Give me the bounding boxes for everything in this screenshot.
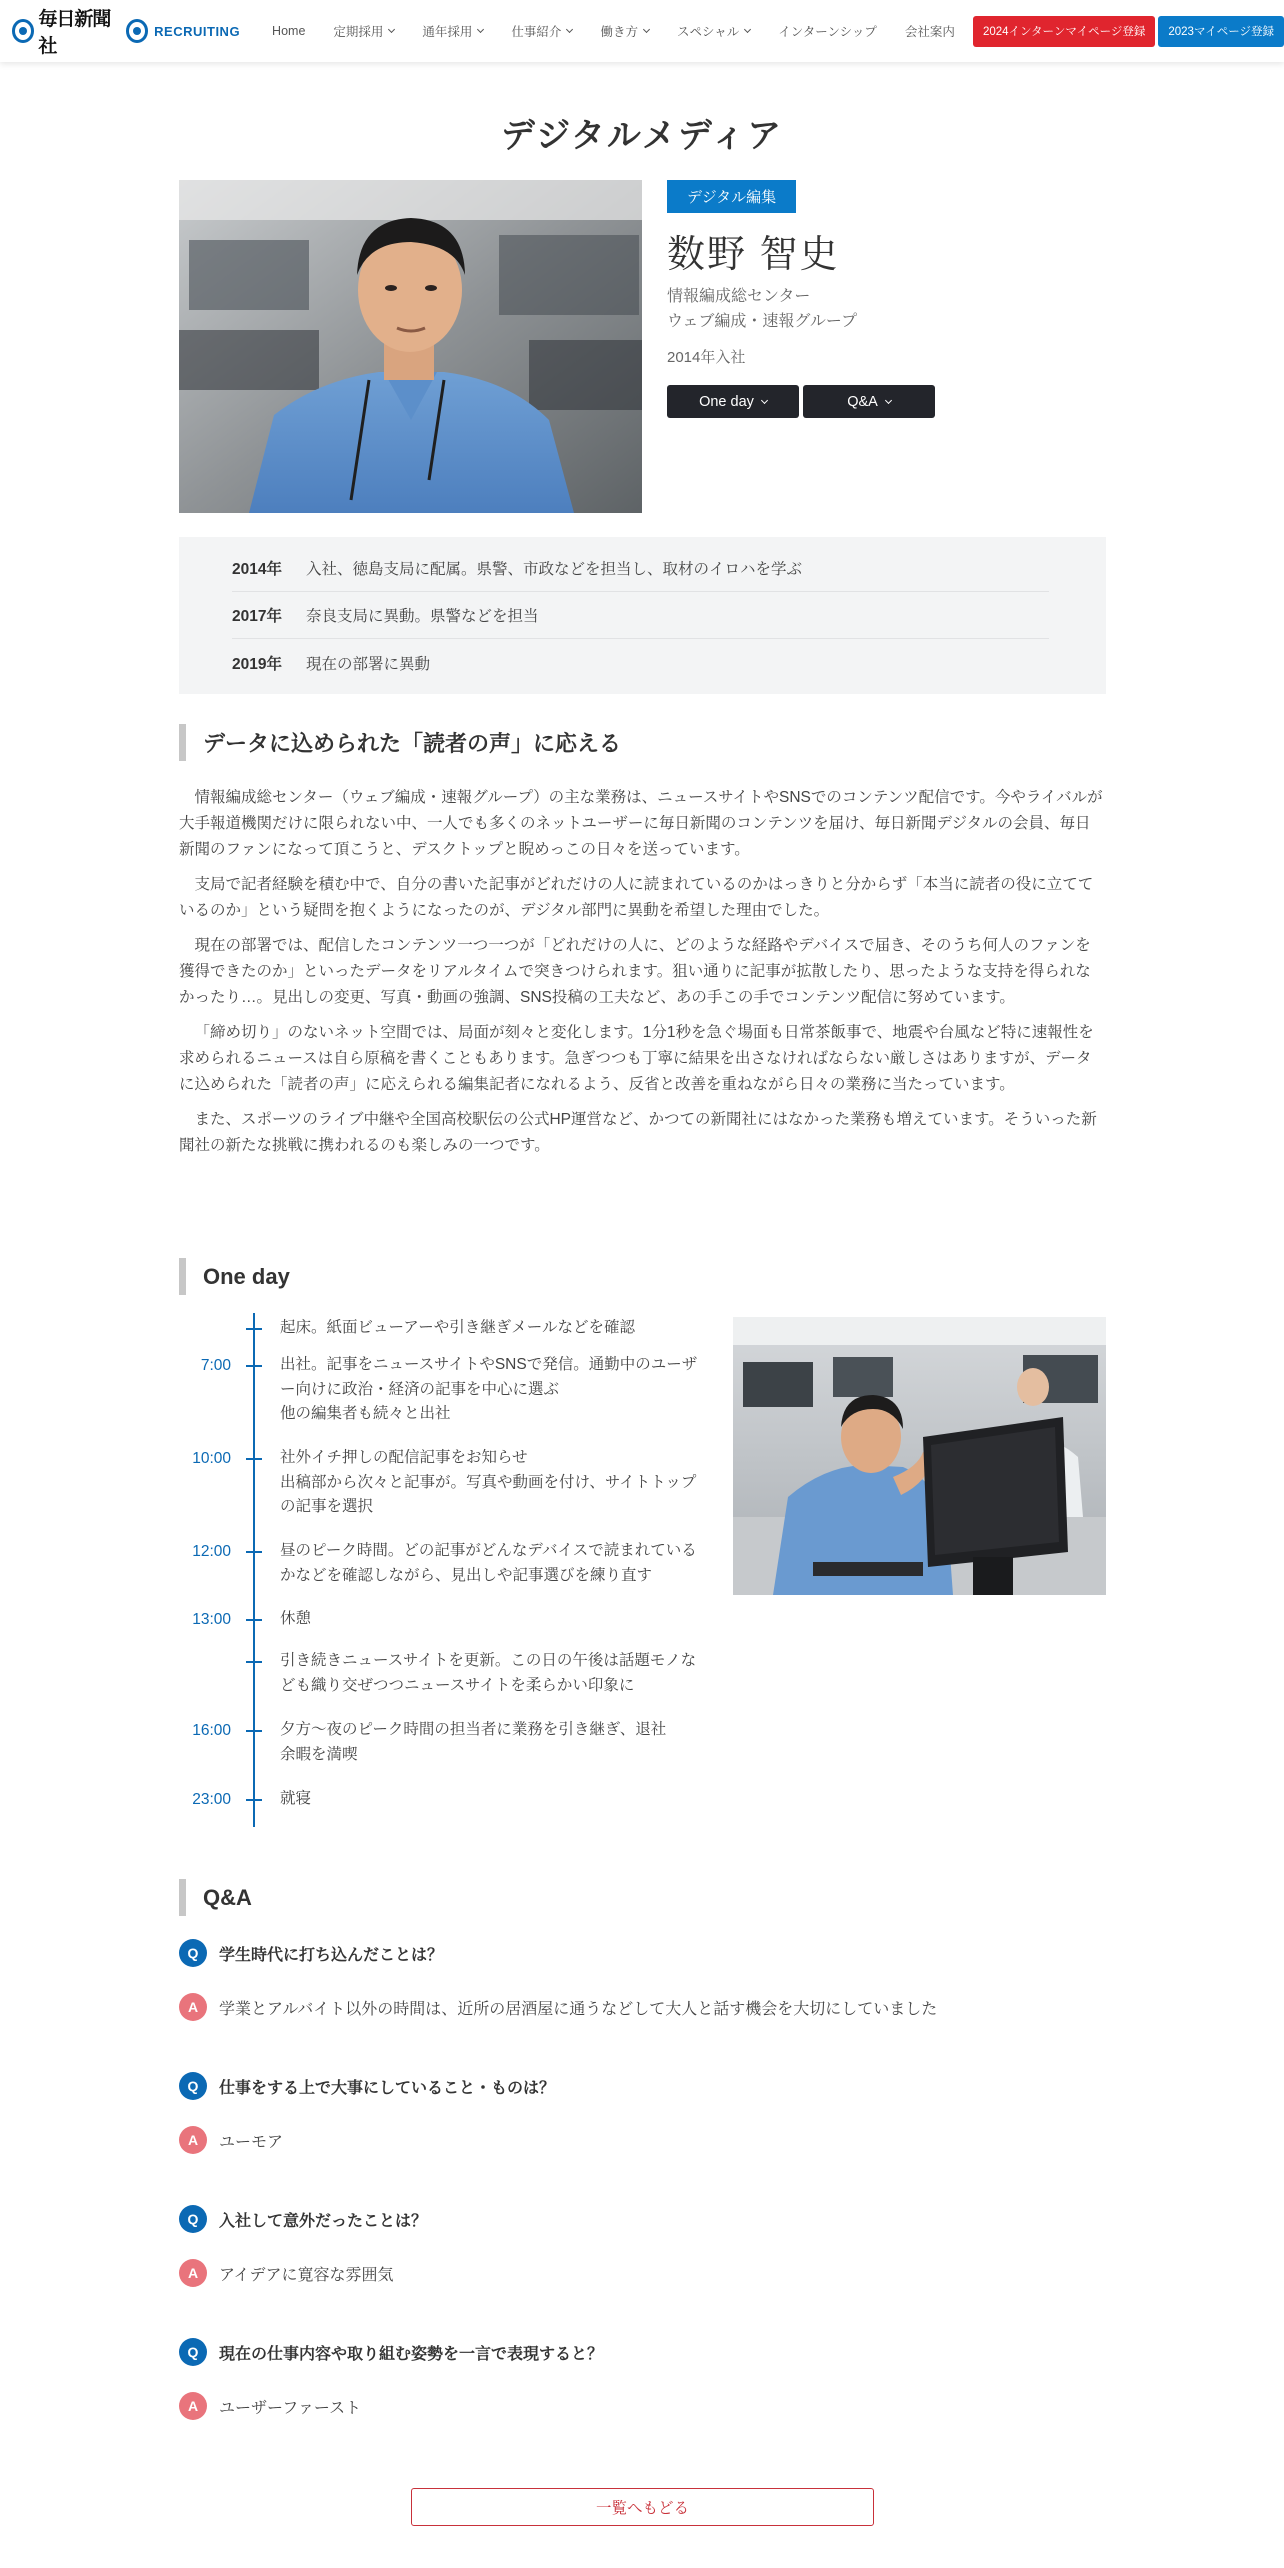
timeline-text: 引き続きニュースサイトを更新。この日の午後は話題モノなども織り交ぜつつニュースサイトを柔らかい印象に: [280, 1652, 697, 1694]
timeline-tick: [246, 1458, 262, 1460]
answer-text: 学業とアルバイト以外の時間は、近所の居酒屋に通うなどして大人と話す機会を大切にしていました: [219, 2000, 938, 2018]
career-history: [179, 537, 1106, 694]
timeline-text: 昼のピーク時間。どの記事がどんなデバイスで読まれているかなどを確認しながら、見出しや記事選びを練り直す: [280, 1542, 697, 1584]
timeline-tick: [246, 1365, 262, 1367]
timeline-tick: [246, 1799, 262, 1801]
essay-paragraph: 「締め切り」のないネット空間では、局面が刻々と変化します。1分1秒を急ぐ場面も日常茶飯事で、地震や台風など特に速報性を求められるニュースは自ら原稿を書くこともあります。急ぎつつも丁寧に結果を出さなければならない厳しさはありますが、データに込められた「読者の声」に応えられる編集記者になれるよう、反省と改善を重ねながら日々の業務に当たっています。: [179, 1024, 1094, 1093]
history-year: 2019年: [232, 655, 282, 673]
nav-home[interactable]: Home: [272, 24, 306, 38]
question-badge: Q: [179, 2072, 207, 2100]
essay-paragraph: また、スポーツのライブ中継や全国高校駅伝の公式HP運営など、かつての新聞社にはなかった業務も増えています。そういった新聞社の新たな挑戦に携われるのも楽しみの一つです。: [179, 1111, 1097, 1154]
nav-special[interactable]: スペシャル: [663, 22, 764, 40]
profile-photo: [179, 180, 642, 513]
answer-row: [179, 1991, 1106, 2023]
question-row: [179, 2203, 1106, 2235]
question-text: 現在の仕事内容や取り組む姿勢を一言で表現すると？: [219, 2345, 604, 2363]
question-text: 入社して意外だったことは？: [219, 2212, 428, 2230]
qa-heading: Q&A: [179, 1879, 252, 1916]
nav-job-intro[interactable]: 仕事紹介: [497, 22, 586, 40]
chevron-down-icon: [761, 396, 768, 403]
essay-heading: データに込められた「読者の声」に応える: [179, 724, 621, 761]
chevron-down-icon: [388, 26, 395, 33]
person-department: [667, 284, 1107, 334]
mypage-2023-button[interactable]: 2023マイページ登録: [1158, 16, 1284, 47]
history-row: [232, 592, 1049, 639]
oneday-anchor-button[interactable]: One day: [667, 385, 799, 418]
timeline-tick: [246, 1730, 262, 1732]
chevron-down-icon: [566, 26, 573, 33]
nav-work-style[interactable]: 働き方: [586, 22, 663, 40]
chevron-down-icon: [477, 26, 484, 33]
oneday-heading: One day: [179, 1258, 290, 1295]
timeline-text: 出社。記事をニュースサイトやSNSで発信。通勤中のユーザー向けに政治・経済の記事を中心に選ぶ 他の編集者も続々と出社: [280, 1356, 698, 1422]
answer-badge: A: [179, 1993, 207, 2021]
answer-text: アイデアに寛容な雰囲気: [219, 2266, 394, 2284]
history-row: [232, 639, 1049, 686]
timeline-text: 休憩: [280, 1610, 312, 1627]
qa-anchor-button[interactable]: Q&A: [803, 385, 935, 418]
recruiting-label: RECRUITING: [154, 23, 241, 39]
timeline-time: 23:00: [192, 1791, 231, 1808]
answer-text: ユーモア: [219, 2133, 284, 2151]
anchor-buttons: [667, 385, 1107, 418]
question-text: 仕事をする上で大事にしていること・ものは？: [219, 2079, 556, 2097]
timeline-tick: [246, 1551, 262, 1553]
essay-paragraph: 支局で記者経験を積む中で、自分の書いた記事がどれだけの人に読まれているのかはっきりと分からず「本当に読者の役に立てているのか」という疑問を抱くようになったのが、デジタル部門に異動を希望した理由でした。: [179, 876, 1094, 919]
history-text: 現在の部署に異動: [306, 655, 431, 673]
mainichi-logo-icon: [12, 19, 34, 43]
timeline-text: 夕方～夜のピーク時間の担当者に業務を引き継ぎ、退社 余暇を満喫: [280, 1721, 667, 1763]
answer-row: [179, 2257, 1106, 2289]
history-row: [232, 545, 1049, 592]
question-row: [179, 2336, 1106, 2368]
answer-badge: A: [179, 2392, 207, 2420]
history-text: 奈良支局に異動。県警などを担当: [306, 608, 539, 625]
answer-row: [179, 2390, 1106, 2422]
timeline-tick: [246, 1661, 262, 1663]
site-header: [0, 0, 1284, 62]
timeline-text: 就寝: [280, 1790, 312, 1807]
question-row: [179, 1937, 1106, 1969]
join-year: 2014年入社: [667, 349, 746, 366]
timeline-time: 16:00: [192, 1722, 231, 1739]
timeline-text: 社外イチ押しの配信記事をお知らせ 出稿部から次々と記事が。写真や動画を付け、サイトトップの記事を選択: [280, 1449, 697, 1515]
question-badge: Q: [179, 1939, 207, 1967]
essay-body: [179, 785, 1106, 1168]
essay-paragraph: 現在の部署では、配信したコンテンツ一つ一つが「どれだけの人に、どのような経路やデバイスで届き、そのうち何人のファンを獲得できたのか」といったデータをリアルタイムで突きつけられます。狙い通りに記事が拡散したり、思ったような支持を得られなかったり…。見出しの変更、写真・動画の強調、SNS投稿の工夫など、あの手この手でコンテンツ配信に努めています。: [179, 937, 1091, 1006]
logo[interactable]: [12, 4, 240, 58]
main-nav: [258, 22, 969, 40]
back-to-list-button[interactable]: 一覧へもどる: [411, 2488, 874, 2526]
qa-item: [179, 1937, 1106, 2023]
timeline-text: 起床。紙面ビューアーや引き継ぎメールなどを確認: [280, 1319, 635, 1336]
person-name: 数野 智史: [667, 234, 840, 276]
history-year: 2014年: [232, 561, 282, 578]
timeline-time: 12:00: [192, 1543, 231, 1560]
timeline-time: 7:00: [200, 1357, 231, 1374]
brand-name: 毎日新聞社: [38, 8, 111, 57]
question-text: 学生時代に打ち込んだことは？: [219, 1946, 444, 1964]
timeline-time: 13:00: [192, 1611, 231, 1628]
qa-item: [179, 2336, 1106, 2422]
essay-paragraph: 情報編成総センター（ウェブ編成・速報グループ）の主な業務は、ニュースサイトやSNSでのコンテンツ配信です。今やライバルが大手報道機関だけに限られない中、一人でも多くのネットユーザーに毎日新聞のコンテンツを届け、毎日新聞デジタルの会員、毎日新聞のファンになって頂こうと、デスクトップと睨めっこの日々を送っています。: [179, 789, 1103, 858]
question-row: [179, 2070, 1106, 2102]
answer-text: ユーザーファースト: [219, 2399, 362, 2417]
profile-info: [667, 180, 1107, 418]
chevron-down-icon: [885, 396, 892, 403]
nav-company[interactable]: 会社案内: [904, 25, 955, 39]
department-badge: デジタル編集: [667, 180, 796, 213]
answer-row: [179, 2124, 1106, 2156]
timeline-tick: [246, 1328, 262, 1330]
qa-item: [179, 2203, 1106, 2289]
question-badge: Q: [179, 2338, 207, 2366]
department-line-2: ウェブ編成・速報グループ: [667, 313, 858, 330]
chevron-down-icon: [643, 26, 650, 33]
history-year: 2017年: [232, 608, 282, 625]
history-text: 入社、徳島支局に配属。県警、市政などを担当し、取材のイロハを学ぶ: [306, 561, 803, 578]
page-title: デジタルメディア: [500, 117, 784, 155]
department-line-1: 情報編成総センター: [667, 288, 811, 305]
timeline-axis: [253, 1313, 255, 1827]
nav-regular-hiring[interactable]: 定期採用: [319, 22, 408, 40]
answer-badge: A: [179, 2126, 207, 2154]
chevron-down-icon: [744, 26, 751, 33]
recruiting-logo-icon: [126, 19, 148, 43]
oneday-photo: [733, 1317, 1106, 1595]
qa-item: [179, 2070, 1106, 2156]
timeline-tick: [246, 1619, 262, 1621]
nav-internship[interactable]: インターンシップ: [778, 25, 877, 39]
timeline-time: 10:00: [192, 1450, 231, 1467]
question-badge: Q: [179, 2205, 207, 2233]
intern-2024-mypage-button[interactable]: 2024インターンマイページ登録: [973, 16, 1155, 47]
nav-year-round-hiring[interactable]: 通年採用: [408, 22, 497, 40]
answer-badge: A: [179, 2259, 207, 2287]
